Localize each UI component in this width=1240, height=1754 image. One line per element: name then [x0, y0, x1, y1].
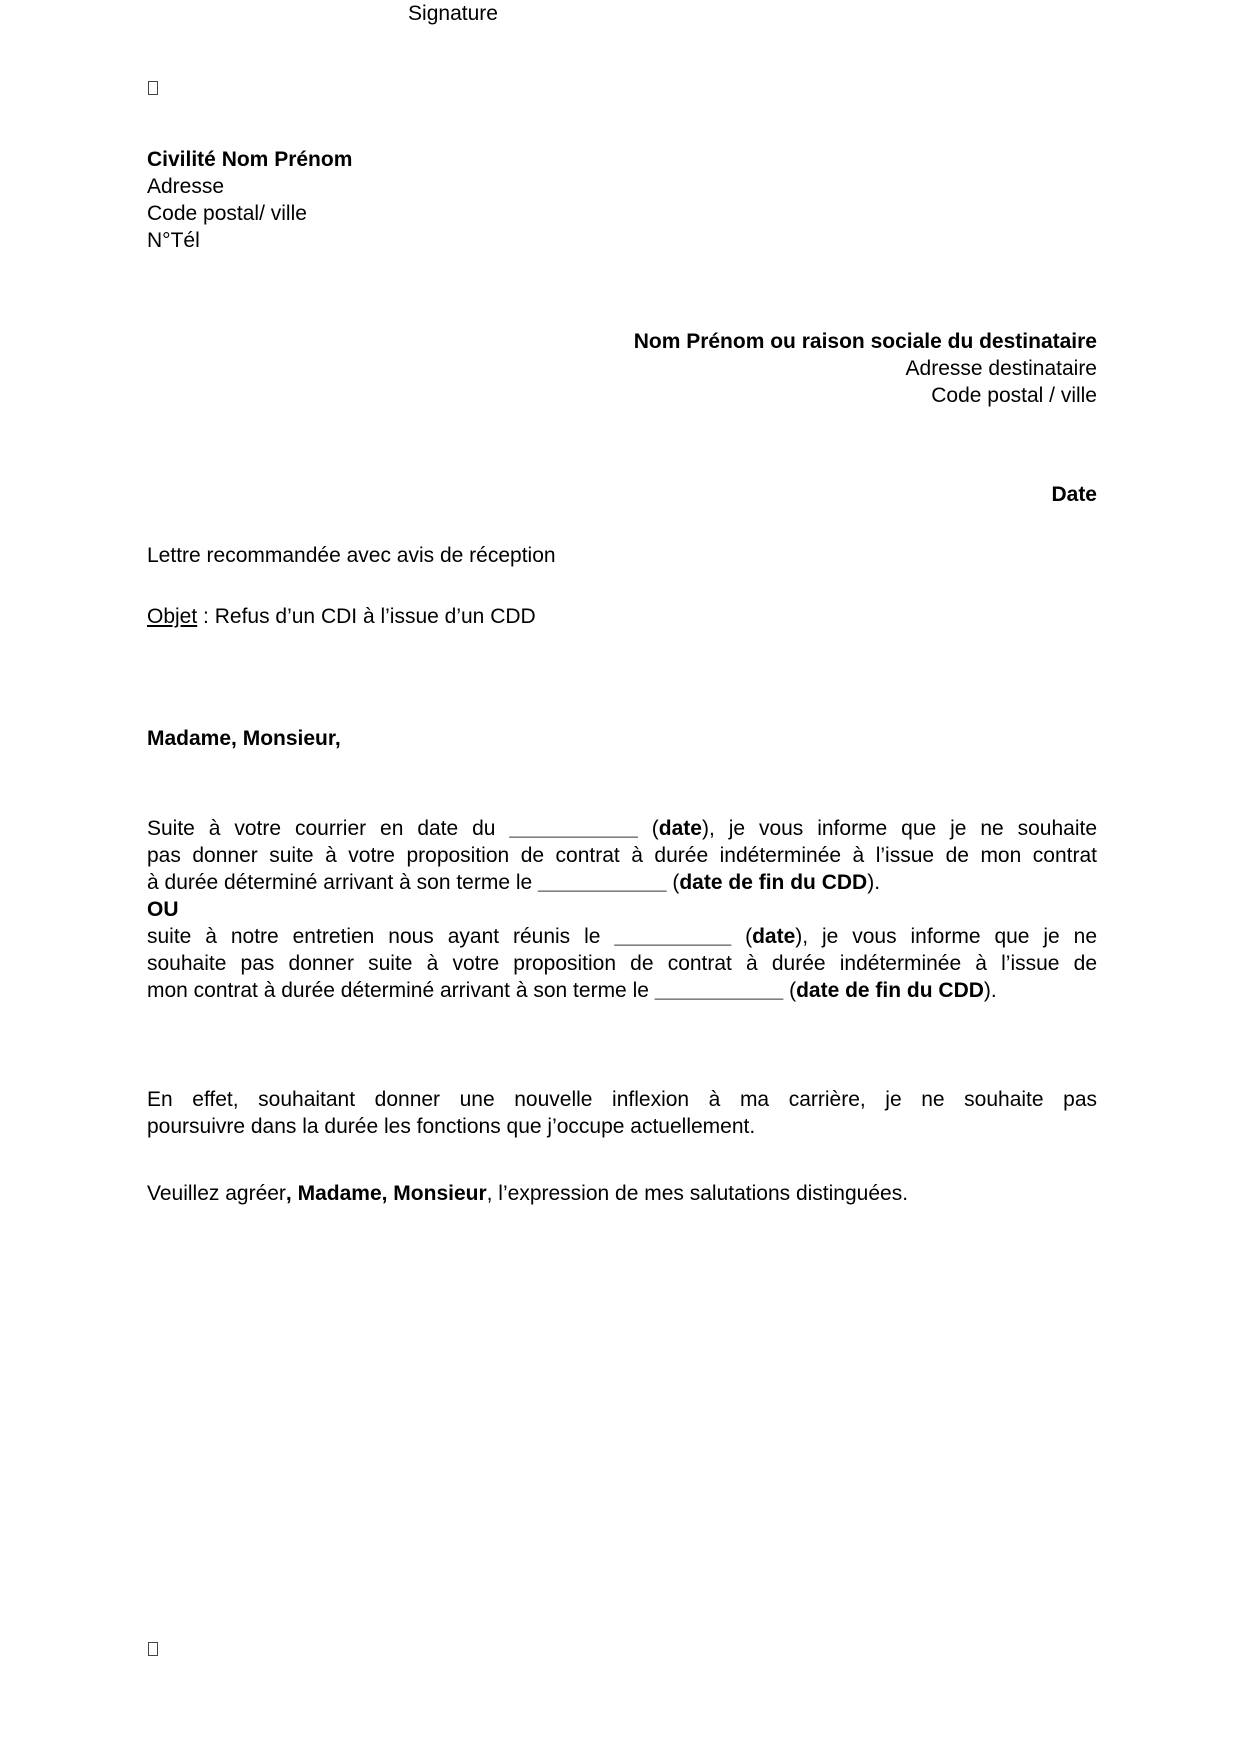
paragraph-1-line-6: souhaite pas donner suite à votre proposition de contrat à durée indéterminée à l’issue de — [147, 952, 1097, 975]
text-run: ), je vous informe que je ne — [795, 925, 1097, 948]
text-run: ). — [867, 871, 881, 894]
signature-label: Signature — [408, 2, 498, 25]
paragraph-2-line-1: En effet, souhaitant donner une nouvelle inflexion à ma carrière, je ne souhaite pas — [147, 1088, 1097, 1111]
meeting-date-blank: __________ — [614, 925, 732, 948]
text-run: à durée déterminé arrivant à son terme le — [147, 871, 539, 894]
paragraph-1-line-7 — [147, 977, 1097, 1004]
text-run: , l’expression de mes salutations distinguées. — [486, 1182, 909, 1205]
alternative-or: OU — [147, 898, 179, 921]
paragraph-1-line-5 — [147, 923, 1097, 950]
text-run: Suite à votre courrier en date du — [147, 817, 510, 840]
paragraph-1-line-3 — [147, 869, 1097, 896]
sender-address: Adresse — [147, 175, 225, 198]
paragraph-2 — [147, 1086, 1097, 1140]
subject-separator: : — [197, 605, 215, 628]
subject-text: Refus d’un CDI à l’issue d’un CDD — [214, 605, 536, 628]
text-run: ( — [666, 871, 680, 894]
sender-block — [147, 146, 1097, 254]
text-run: ), je vous informe que je ne souhaite — [701, 817, 1098, 840]
text-run: suite à notre entretien nous ayant réunis le — [147, 925, 615, 948]
end-date-placeholder: date de fin du CDD — [679, 871, 868, 894]
salutation-text: Madame, Monsieur, — [147, 727, 341, 750]
date-placeholder: date — [658, 817, 702, 840]
delivery-mode — [147, 542, 1097, 569]
sender-name: Civilité Nom Prénom — [147, 148, 353, 171]
date-block — [147, 481, 1097, 508]
text-run: Veuillez agréer — [147, 1182, 286, 1205]
text-run: ( — [731, 925, 753, 948]
end-date-blank: ___________ — [538, 871, 667, 894]
text-run: ). — [983, 979, 997, 1002]
paragraph-2-line-2: poursuivre dans la durée les fonctions que j’occupe actuellement. — [147, 1115, 756, 1138]
signature-area — [0, 0, 950, 27]
missing-glyph-icon — [148, 81, 158, 95]
recipient-postal-city: Code postal / ville — [931, 384, 1097, 407]
sender-postal-city: Code postal/ ville — [147, 202, 307, 225]
salutation — [147, 725, 1097, 752]
missing-glyph-icon — [148, 1642, 158, 1656]
recipient-block — [147, 328, 1097, 409]
sender-phone: N°Tél — [147, 229, 200, 252]
recipient-address: Adresse destinataire — [905, 357, 1097, 380]
subject-label: Objet — [147, 605, 198, 628]
paragraph-1-line-1 — [147, 815, 1097, 842]
text-run: mon contrat à durée déterminé arrivant à son terme le — [147, 979, 655, 1002]
paragraph-1-line-2: pas donner suite à votre proposition de contrat à durée indéterminée à l’issue de mon contrat — [147, 844, 1097, 867]
paragraph-1 — [147, 815, 1097, 1004]
date-placeholder: date — [752, 925, 796, 948]
text-run: ( — [783, 979, 797, 1002]
recipient-name: Nom Prénom ou raison sociale du destinataire — [633, 330, 1097, 353]
closing-addressee: , Madame, Monsieur — [285, 1182, 487, 1205]
text-run: ( — [637, 817, 659, 840]
closing-formula — [147, 1180, 1097, 1207]
delivery-mode-text: Lettre recommandée avec avis de réception — [147, 544, 556, 567]
date-blank: ___________ — [509, 817, 638, 840]
end-date-placeholder: date de fin du CDD — [796, 979, 984, 1002]
date-label: Date — [1051, 483, 1097, 506]
subject-line — [147, 603, 1097, 630]
end-date-blank: ___________ — [654, 979, 784, 1002]
